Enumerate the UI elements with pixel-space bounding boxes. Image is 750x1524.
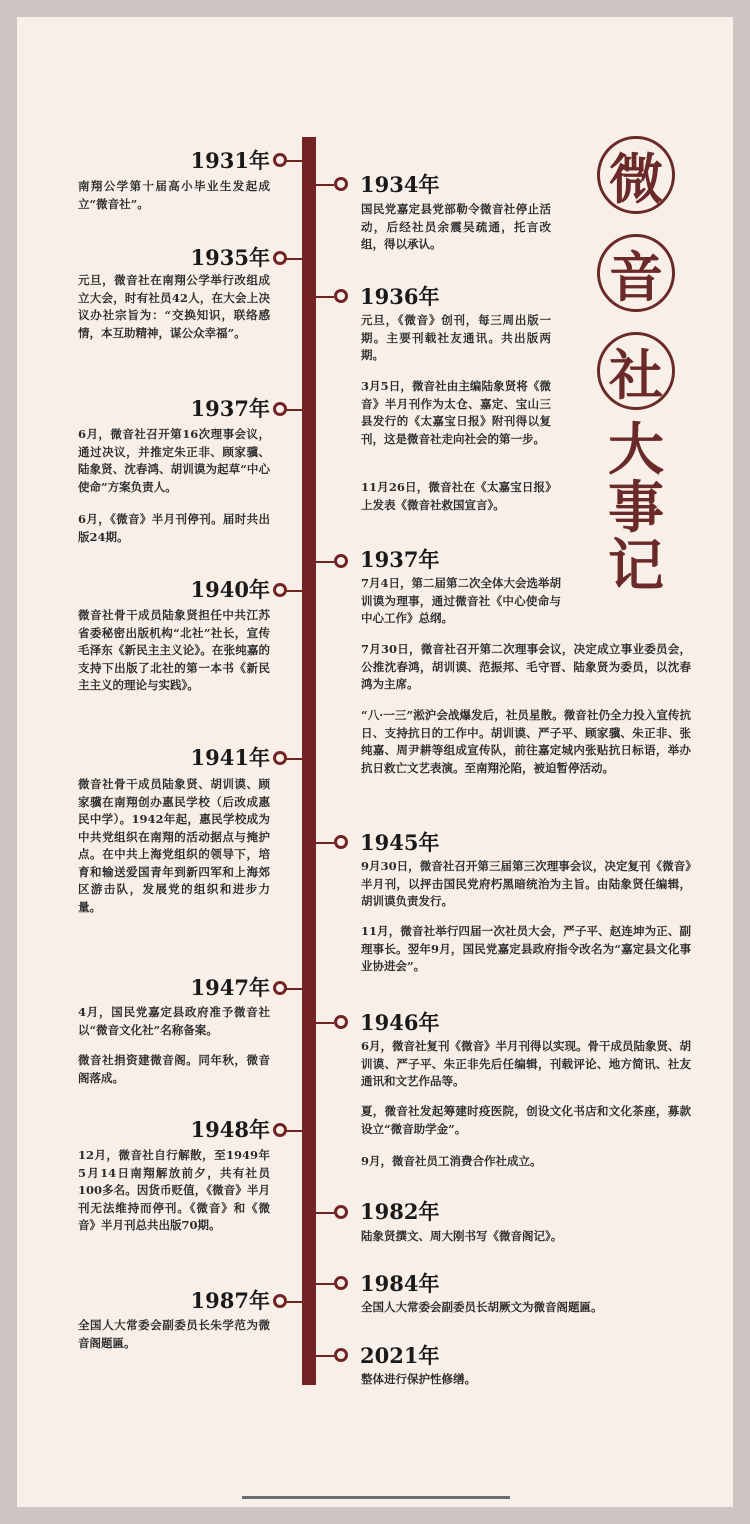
- title-circle-char: 音: [597, 234, 675, 312]
- entry-year: 1936年: [360, 284, 440, 309]
- timeline-connector: [286, 258, 302, 260]
- entry-paragraph: 6月，微音社召开第16次理事会议，通过决议，并推定朱正非、顾家骥、陆象贤、沈春鸿、胡训谟为起草“中心使命”方案负责人。: [78, 427, 270, 494]
- entry-paragraph: 6月，《微音》半月刊停刊。届时共出版24期。: [78, 512, 270, 544]
- entry-paragraph: 7月4日，第二届第二次全体大会选举胡训谟为理事，通过微音社《中心使命与中心工作》总纲。: [361, 576, 562, 625]
- entry-paragraph: 陆象贤撰文、周大刚书写《微音阁记》。: [361, 1229, 563, 1243]
- timeline-connector: [286, 1130, 302, 1132]
- entry-year: 1937年: [190, 396, 270, 421]
- timeline-connector: [316, 296, 334, 298]
- entry-paragraph: 微音社骨干成员陆象贤担任中共江苏省委秘密出版机构“北社”社长，宣传毛泽东《新民主主义论》。在张纯嘉的支持下出版了北社的第一本书《新民主主义的理论与实践》。: [78, 608, 270, 692]
- timeline-connector: [316, 1283, 334, 1285]
- entry-year: 1982年: [360, 1199, 440, 1224]
- entry-paragraph: 7月30日，微音社召开第二次理事会议，决定成立事业委员会，公推沈春鸿，胡训谟、范振邦、毛守晋、陆象贤为委员，以沈春鸿为主席。: [361, 642, 691, 691]
- entry-year: 1948年: [190, 1117, 270, 1142]
- entry-year: 1941年: [190, 745, 270, 770]
- title-char: 大: [608, 417, 664, 483]
- entry-paragraph: 整体进行保护性修缮。: [361, 1372, 476, 1386]
- timeline-node: [273, 1123, 287, 1137]
- title-char: 事: [608, 475, 664, 541]
- entry-paragraph: 3月5日，微音社由主编陆象贤将《微音》半月刊作为太仓、嘉定、宝山三县发行的《太嘉宝日报》附刊得以复刊，这是微音社走向社会的第一步。: [361, 379, 551, 446]
- timeline-node: [273, 251, 287, 265]
- entry-paragraph: 国民党嘉定县党部勒令微音社停止活动，后经社员余震吴疏通，托言改组，得以承认。: [361, 202, 551, 251]
- entry-paragraph: 夏，微音社发起筹建时疫医院，创设文化书店和文化茶座，募款设立“微音助学金”。: [361, 1104, 691, 1136]
- entry-paragraph: “八·一三”淞沪会战爆发后，社员星散。微音社仍全力投入宣传抗日、支持抗日的工作中。胡训谟、严子平、顾家骥、朱正非、张纯嘉、周尹耕等组成宣传队，前往嘉定城内张贴抗日标语，举办抗日救亡文艺表演。至南翔沦陷，被迫暂停活动。: [361, 708, 691, 775]
- timeline-node: [273, 981, 287, 995]
- entry-year: 1934年: [360, 172, 440, 197]
- entry-year: 1984年: [360, 1271, 440, 1296]
- timeline-node: [273, 402, 287, 416]
- timeline-node: [273, 583, 287, 597]
- timeline-spine: [302, 137, 316, 1385]
- title-circle-char: 微: [597, 136, 675, 214]
- entry-year: 1937年: [360, 547, 440, 572]
- entry-paragraph: 微音社捐资建微音阁。同年秋，微音阁落成。: [78, 1053, 270, 1085]
- timeline-node: [334, 289, 348, 303]
- entry-year: 1946年: [360, 1010, 440, 1035]
- timeline-node: [334, 835, 348, 849]
- timeline-node: [334, 554, 348, 568]
- entry-year: 1945年: [360, 830, 440, 855]
- entry-year: 1947年: [190, 975, 270, 1000]
- timeline-node: [273, 751, 287, 765]
- timeline-connector: [286, 988, 302, 990]
- timeline-node: [334, 1276, 348, 1290]
- timeline-connector: [316, 561, 334, 563]
- entry-paragraph: 全国人大常委会副委员长朱学范为微音阁题匾。: [78, 1318, 270, 1350]
- entry-paragraph: 6月，微音社复刊《微音》半月刊得以实现。骨干成员陆象贤、胡训谟、严子平、朱正非先后任编辑，刊载评论、地方简讯、社友通讯和文艺作品等。: [361, 1039, 691, 1088]
- timeline-connector: [316, 184, 334, 186]
- timeline-node: [273, 153, 287, 167]
- entry-year: 1987年: [190, 1288, 270, 1313]
- title-char: 记: [608, 533, 664, 599]
- entry-paragraph: 9月，微音社员工消费合作社成立。: [361, 1154, 542, 1168]
- timeline-connector: [316, 1355, 334, 1357]
- entry-paragraph: 全国人大常委会副委员长胡厥文为微音阁题匾。: [361, 1300, 603, 1314]
- entry-paragraph: 9月30日，微音社召开第三届第三次理事会议，决定复刊《微音》半月刊，以抨击国民党府朽黑暗统治为主旨。由陆象贤任编辑，胡训谟负责发行。: [361, 859, 691, 908]
- entry-year: 2021年: [360, 1343, 440, 1368]
- timeline-node: [334, 1205, 348, 1219]
- timeline-connector: [286, 160, 302, 162]
- timeline-node: [334, 177, 348, 191]
- entry-paragraph: 南翔公学第十届高小毕业生发起成立“微音社”。: [78, 179, 270, 211]
- entry-paragraph: 4月，国民党嘉定县政府准予微音社以“微音文化社”名称备案。: [78, 1005, 270, 1037]
- timeline-connector: [286, 758, 302, 760]
- timeline-node: [334, 1348, 348, 1362]
- entry-year: 1940年: [190, 577, 270, 602]
- timeline-connector: [286, 590, 302, 592]
- timeline-node: [334, 1015, 348, 1029]
- timeline-connector: [286, 409, 302, 411]
- entry-paragraph: 元旦，《微音》创刊，每三周出版一期。主要刊载社友通讯。共出版两期。: [361, 313, 551, 362]
- entry-year: 1931年: [190, 148, 270, 173]
- timeline-connector: [316, 842, 334, 844]
- entry-paragraph: 微音社骨干成员陆象贤、胡训谟、顾家骥在南翔创办惠民学校（后改成惠民中学）。1942年起，惠民学校成为中共党组织在南翔的活动据点与掩护点。在中共上海党组织的领导下，培育和输送爱国青年到新四军和上海郊区游击队，发展党的组织和进步力量。: [78, 777, 270, 914]
- entry-paragraph: 11月，微音社举行四届一次社员大会，严子平、赵连坤为正、副理事长。翌年9月，国民党嘉定县政府指令改名为“嘉定县文化事业协进会”。: [361, 924, 691, 973]
- timeline-connector: [316, 1022, 334, 1024]
- entry-year: 1935年: [190, 245, 270, 270]
- entry-paragraph: 12月，微音社自行解散，至1949年5月14日南翔解放前夕，共有社员100多名。因货币贬值，《微音》半月刊无法维持而停刊。《微音》和《微音》半月刊总共出版70期。: [78, 1148, 270, 1232]
- entry-paragraph: 11月26日，微音社在《太嘉宝日报》上发表《微音社救国宣言》。: [361, 480, 551, 512]
- title-circle-char: 社: [597, 332, 675, 410]
- timeline-node: [273, 1294, 287, 1308]
- bottom-scroll-bar: [242, 1496, 510, 1499]
- timeline-connector: [286, 1301, 302, 1303]
- timeline-connector: [316, 1212, 334, 1214]
- entry-paragraph: 元旦，微音社在南翔公学举行改组成立大会，时有社员42人，在大会上决议办社宗旨为：“交换知识，联络感情，本互助精神，谋公众幸福”。: [78, 273, 270, 340]
